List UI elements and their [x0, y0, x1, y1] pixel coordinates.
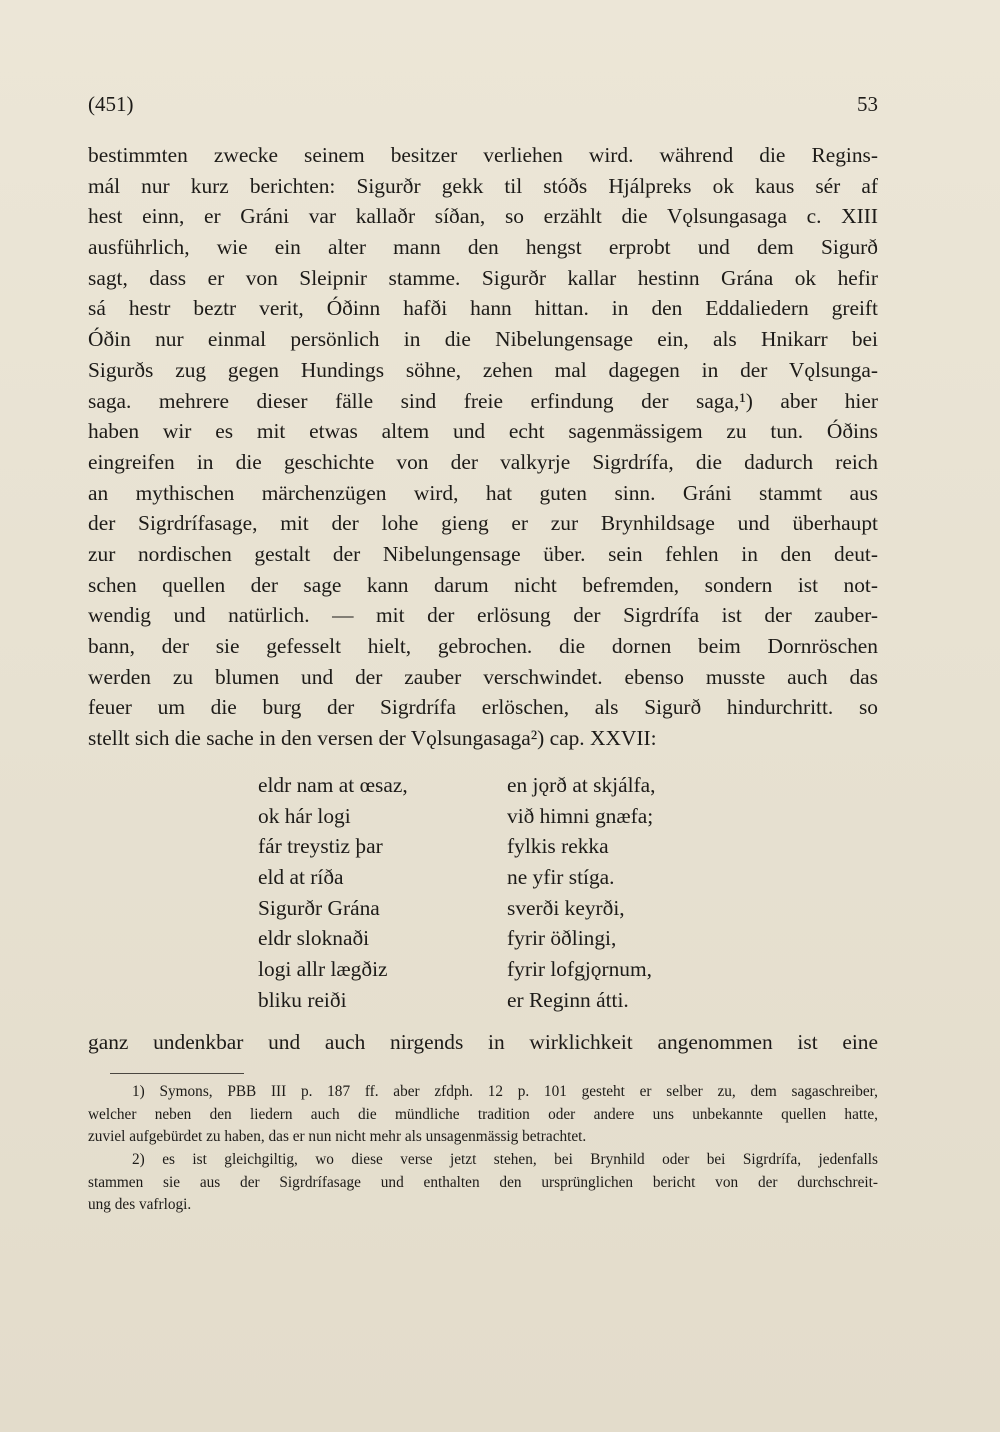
text-line: hest einn, er Gráni var kallaðr síðan, so erzählt die Vǫlsungasaga c. XIII	[88, 204, 878, 229]
text-line: bann, der sie gefesselt hielt, gebrochen. die dornen beim Dornröschen	[88, 634, 878, 658]
text-line: bestimmten zwecke seinem besitzer verliehen wird. während die Regins-	[88, 143, 878, 167]
verse-line: en jǫrð at skjálfa,	[507, 773, 656, 797]
text-line: ganz undenkbar und auch nirgends in wirklichkeit angenommen ist eine	[88, 1030, 878, 1054]
text-line: ausführlich, wie ein alter mann den hengst erprobt und dem Sigurð	[88, 235, 878, 260]
verse-line: fyrir lofgjǫrnum,	[507, 957, 652, 982]
section-number: (451)	[88, 92, 134, 116]
footnote-2-line: stammen sie aus der Sigrdrífasage und enthalten den ursprünglichen bericht von der durchschreit-	[88, 1173, 878, 1191]
text-line: saga. mehrere dieser fälle sind freie erfindung der saga,¹) aber hier	[88, 388, 878, 413]
verse-right-column	[507, 770, 756, 1016]
verse-line: ok hár logi	[258, 803, 351, 828]
verse-line: Sigurðr Grána	[258, 895, 380, 920]
text-line: sá hestr beztr verit, Óðinn hafði hann hittan. in den Eddaliedern greift	[88, 296, 878, 321]
text-line: feuer um die burg der Sigrdrífa erlöschen, als Sigurð hindurchritt. so	[88, 695, 878, 720]
verse-line: ne yfir stíga.	[507, 865, 615, 890]
text-line: mál nur kurz berichten: Sigurðr gekk til stóðs Hjálpreks ok kaus sér af	[88, 173, 878, 198]
text-line: zur nordischen gestalt der Nibelungensage über. sein fehlen in den deut-	[88, 541, 878, 566]
footnote-2-line: 2) es ist gleichgiltig, wo diese verse jetzt stehen, bei Brynhild oder bei Sigrdrífa, jedenfalls	[132, 1151, 878, 1169]
text-line: Sigurðs zug gegen Hundings söhne, zehen mal dagegen in der Vǫlsunga-	[88, 357, 878, 382]
text-line: stellt sich die sache in den versen der Vǫlsungasaga²) cap. XXVII:	[88, 726, 657, 751]
verse-line: fylkis rekka	[507, 834, 609, 859]
verse-block	[258, 770, 756, 1016]
footnote-1-line: 1) Symons, PBB III p. 187 ff. aber zfdph. 12 p. 101 gesteht er selber zu, dem sagaschreiber,	[132, 1083, 878, 1100]
verse-line: eldr nam at œsaz,	[258, 773, 408, 797]
text-line: wendig und natürlich. — mit der erlösung der Sigrdrífa ist der zauber-	[88, 603, 878, 628]
text-line: an mythischen märchenzügen wird, hat guten sinn. Gráni stammt aus	[88, 480, 878, 505]
verse-left-column	[258, 770, 507, 1016]
text-line: der Sigrdrífasage, mit der lohe gieng er zur Brynhildsage und überhaupt	[88, 511, 878, 536]
footnote-divider	[110, 1073, 244, 1074]
footnotes	[88, 1081, 878, 1217]
text-line: werden zu blumen und der zauber verschwindet. ebenso musste auch das	[88, 664, 878, 689]
text-line: schen quellen der sage kann darum nicht befremden, sondern ist not-	[88, 572, 878, 597]
verse-line: fár treystiz þar	[258, 834, 383, 859]
page-header	[88, 92, 878, 117]
verse-line: bliku reiði	[258, 987, 347, 1012]
main-paragraph	[88, 140, 878, 754]
verse-line: sverði keyrði,	[507, 895, 625, 920]
text-line: Óðin nur einmal persönlich in die Nibelungensage ein, als Hnikarr bei	[88, 327, 878, 352]
text-line: eingreifen in die geschichte von der valkyrje Sigrdrífa, die dadurch reich	[88, 449, 878, 474]
verse-line: er Reginn átti.	[507, 987, 629, 1012]
verse-line: við himni gnæfa;	[507, 803, 654, 828]
text-line: haben wir es mit etwas altem und echt sagenmässigem zu tun. Óðins	[88, 419, 878, 444]
footnote-1-line: zuviel aufgebürdet zu haben, das er nun nicht mehr als unsagenmässig betrachtet.	[88, 1128, 587, 1146]
verse-line: fyrir öðlingi,	[507, 926, 617, 951]
page-number: 53	[857, 92, 878, 116]
continuation-paragraph	[88, 1027, 878, 1058]
verse-line: logi allr lægðiz	[258, 957, 388, 982]
verse-line: eld at ríða	[258, 865, 344, 890]
footnote-1-line: welcher neben den liedern auch die mündliche tradition oder andere uns unbekannte quellen hatte,	[88, 1105, 878, 1123]
verse-line: eldr sloknaði	[258, 926, 370, 951]
text-line: sagt, dass er von Sleipnir stamme. Sigurðr kallar hestinn Grána ok hefir	[88, 265, 878, 290]
footnote-2-line: ung des vafrlogi.	[88, 1196, 192, 1214]
